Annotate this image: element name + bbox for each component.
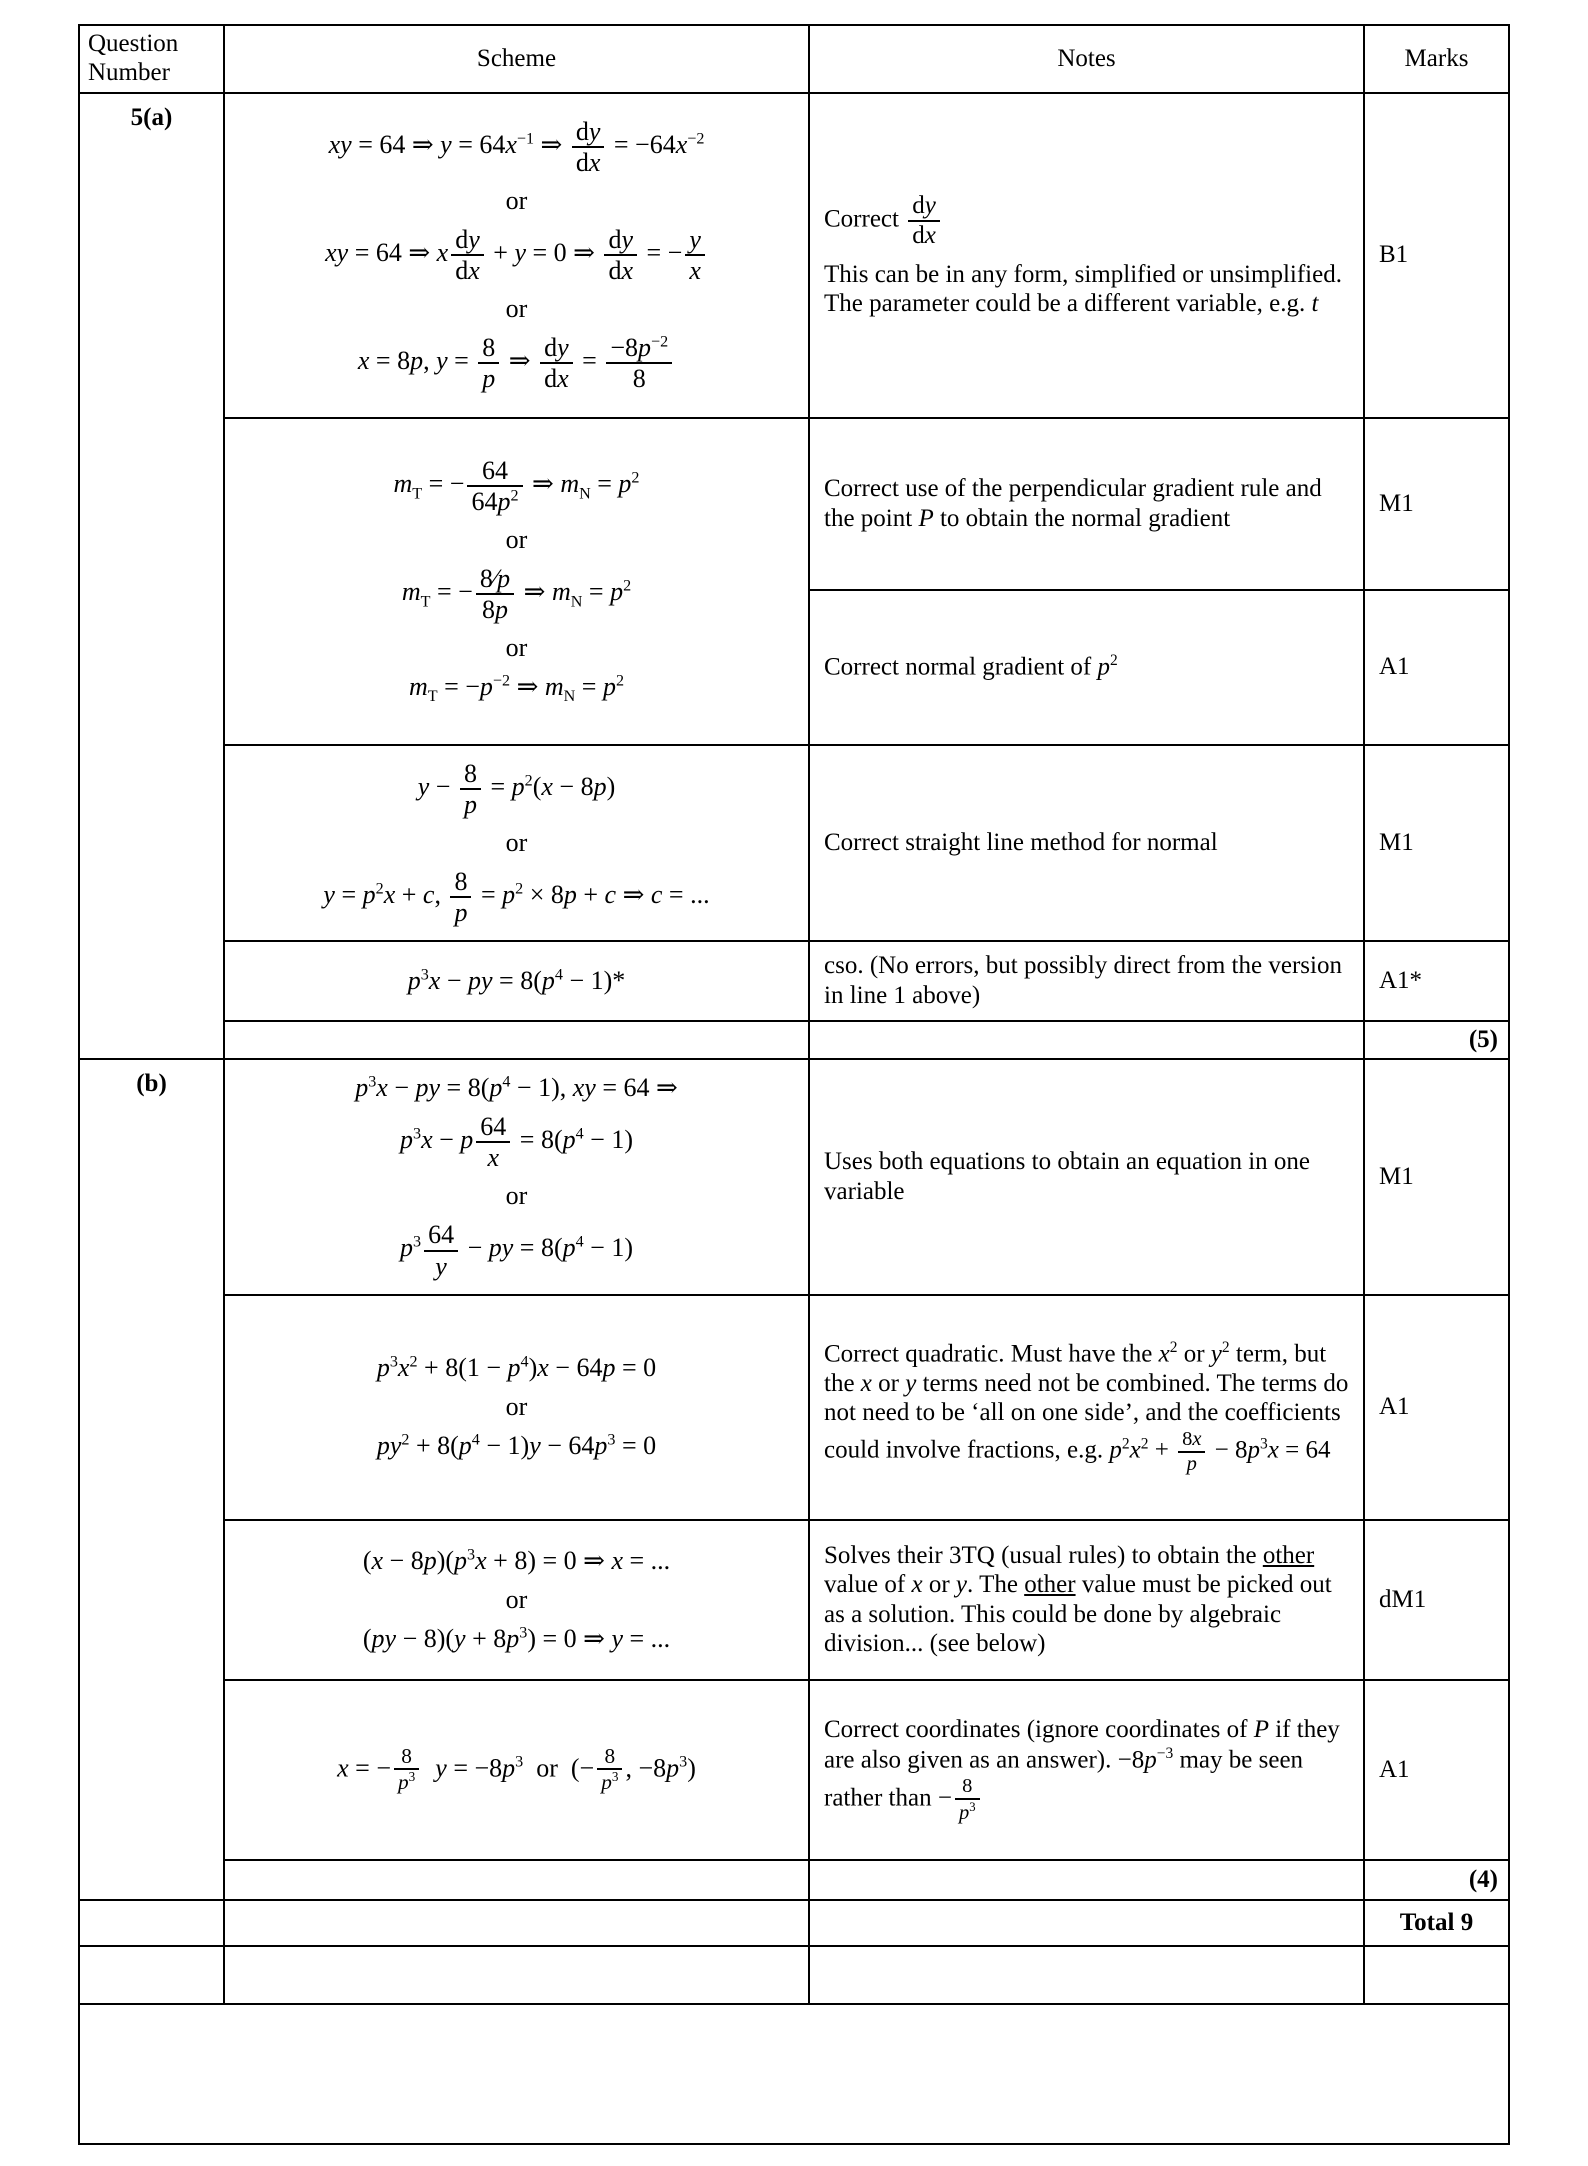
notes-5a-cso xyxy=(809,941,1364,1021)
note-text: Correct normal gradient of $p^2$ xyxy=(824,652,1118,681)
mark-5b-dm1: dM1 xyxy=(1364,1520,1509,1680)
row-empty xyxy=(79,1946,1509,2004)
or-separator: or xyxy=(505,827,528,857)
notes-5a-line-method xyxy=(809,745,1364,941)
empty-cell xyxy=(1364,1946,1509,2004)
math-line: $m_T$ = − $\frac{8⁄p}{8p}$ ⇒ $m_N = p^2$ xyxy=(401,563,632,625)
scheme-5b-coordinates xyxy=(224,1680,809,1860)
or-separator: or xyxy=(505,633,528,663)
row-5a-result xyxy=(79,941,1509,1021)
scheme-5a-normal-line xyxy=(224,745,809,941)
empty-cell xyxy=(224,1900,809,1946)
note-text: Correct coordinates (ignore coordinates of P if they are also given as an answer). $-8p^{-3}$ may be seen rather than − $\frac{8}{p^3}$ xyxy=(824,1716,1340,1824)
or-separator: or xyxy=(505,1181,528,1211)
subtotal-5b: (4) xyxy=(1364,1860,1509,1900)
header-row xyxy=(79,25,1509,93)
row-5a-gradient-m1 xyxy=(79,418,1509,590)
question-label-5b xyxy=(79,1059,224,1900)
notes-5b-coordinates xyxy=(809,1680,1364,1860)
scheme-5a-derivative xyxy=(224,93,809,418)
or-separator: or xyxy=(505,294,528,324)
row-5b-subtotal xyxy=(79,1860,1509,1900)
math-line: y − $\frac{8}{p}$ = $p^2(x - 8p)$ xyxy=(417,758,616,819)
header-notes: Notes xyxy=(809,25,1364,93)
filler-cell xyxy=(79,2004,1509,2144)
subtotal-5a: (5) xyxy=(1364,1021,1509,1059)
mark-5a-m1: M1 xyxy=(1364,418,1509,590)
note-text: Correct use of the perpendicular gradient rule and the point P to obtain the normal gradient xyxy=(824,475,1322,532)
question-label-5a xyxy=(79,93,224,1059)
mark-5a-b1: B1 xyxy=(1364,93,1509,418)
scheme-5b-quadratic xyxy=(224,1295,809,1520)
math-line: $(x - 8p)(p^3x + 8) = 0$ ⇒ x = ... xyxy=(362,1545,671,1575)
header-scheme: Scheme xyxy=(224,25,809,93)
or-separator: or xyxy=(505,524,528,554)
note-text: Correct quadratic. Must have the $x^2$ or $y^2$ term, but the x or y terms need not be combined. The terms do not need to be ‘all on one side’, and the coefficients could involve fractions, e.g. $p^2x^2$ + $\frac{8x}{p}$ − $8p^3x = 64$ xyxy=(824,1339,1349,1475)
header-marks: Marks xyxy=(1364,25,1509,93)
mark-5a-m1-line: M1 xyxy=(1364,745,1509,941)
row-5b-factorised xyxy=(79,1520,1509,1680)
notes-5b-quadratic xyxy=(809,1295,1364,1520)
header-question-number: Question Number xyxy=(79,25,224,93)
note-text: Solves their 3TQ (usual rules) to obtain the other value of x or y. The other value must be picked out as a solution. This could be done by algebraic division... (see below) xyxy=(824,1541,1332,1658)
empty-cell xyxy=(809,1021,1364,1059)
empty-cell xyxy=(79,1900,224,1946)
math-line: $m_T = -p^{-2}$ ⇒ $m_N = p^2$ xyxy=(408,672,625,706)
notes-5a-perpendicular-rule xyxy=(809,418,1364,590)
scheme-5a-result xyxy=(224,941,809,1021)
math-line: $y = p^2x + c$, $\frac{8}{p}$ = $p^2 \times 8p + c$ ⇒ c = ... xyxy=(323,866,710,927)
math-line: $p^3$ $\frac{64}{y}$ − py = $8(p^4 - 1)$ xyxy=(400,1220,633,1281)
mark-5b-m1: M1 xyxy=(1364,1059,1509,1295)
empty-cell xyxy=(224,1946,809,2004)
row-5b-substitution xyxy=(79,1059,1509,1295)
math-line: x = 8p, y = $\frac{8}{p}$ ⇒ $\frac{dy}{dx}$ = $\frac{-8p^{-2}}{8}$ xyxy=(235,333,798,393)
row-5a-subtotal xyxy=(79,1021,1509,1059)
mark-5b-a1-coords: A1 xyxy=(1364,1680,1509,1860)
math-line: $m_T$ = − $\frac{64}{64p^2}$ ⇒ $m_N = p^2$ xyxy=(393,455,640,516)
mark-5a-a1-star: A1* xyxy=(1364,941,1509,1021)
empty-cell xyxy=(809,1860,1364,1900)
note-text: Correct straight line method for normal xyxy=(824,828,1218,856)
notes-5a-derivative xyxy=(809,93,1364,418)
math-line: $(py - 8)(y + 8p^3) = 0$ ⇒ y = ... xyxy=(362,1623,671,1653)
note-text: Correct $\frac{dy}{dx}$ xyxy=(824,192,1349,250)
note-text: cso. (No errors, but possibly direct from the version in line 1 above) xyxy=(824,952,1342,1009)
math-line: xy = 64 ⇒ x $\frac{dy}{dx}$ + y = 0 ⇒ $\frac{dy}{dx}$ = − $\frac{y}{x}$ xyxy=(235,225,798,285)
empty-cell xyxy=(809,1946,1364,2004)
empty-cell xyxy=(79,1946,224,2004)
empty-cell xyxy=(224,1021,809,1059)
note-text: Uses both equations to obtain an equation in one variable xyxy=(824,1148,1311,1205)
empty-cell xyxy=(809,1900,1364,1946)
note-text: This can be in any form, simplified or unsimplified. The parameter could be a different variable, e.g. t xyxy=(824,260,1342,317)
total-marks: Total 9 xyxy=(1364,1900,1509,1946)
math-line: $p^3x$ − py = $8(p^4 - 1)*$ xyxy=(407,965,626,995)
row-5b-coordinates xyxy=(79,1680,1509,1860)
row-5b-quadratic xyxy=(79,1295,1509,1520)
mark-5b-a1-quadratic: A1 xyxy=(1364,1295,1509,1520)
math-line: $p^3x^2 + 8(1 - p^4)x - 64p = 0$ xyxy=(376,1353,657,1383)
row-total xyxy=(79,1900,1509,1946)
scheme-5b-substitution xyxy=(224,1059,809,1295)
scheme-5a-gradient xyxy=(224,418,809,745)
math-line: $p^3x$ − py = $8(p^4 - 1)$, xy = 64 ⇒ xyxy=(355,1073,678,1103)
notes-5b-solve-3tq xyxy=(809,1520,1364,1680)
row-5a-derivative xyxy=(79,93,1509,418)
math-line: xy = 64 ⇒ $y = 64x^{-1}$ ⇒ $\frac{dy}{dx}$ = $-64x^{-2}$ xyxy=(328,116,705,177)
mark-scheme-table xyxy=(78,24,1510,2145)
mark-5a-a1: A1 xyxy=(1364,590,1509,745)
question-number-text: (b) xyxy=(136,1069,167,1097)
question-number-text: 5(a) xyxy=(130,103,173,131)
or-separator: or xyxy=(505,1584,528,1614)
or-separator: or xyxy=(505,1392,528,1422)
notes-5a-normal-gradient xyxy=(809,590,1364,745)
math-line: $p^3x - p$ $\frac{64}{x}$ = $8(p^4 - 1)$ xyxy=(400,1112,633,1173)
empty-cell xyxy=(224,1860,809,1900)
scheme-5b-factorised xyxy=(224,1520,809,1680)
notes-5b-one-variable xyxy=(809,1059,1364,1295)
row-filler xyxy=(79,2004,1509,2144)
row-5a-normal-line xyxy=(79,745,1509,941)
math-line: x = − $\frac{8}{p^3}$ $y = -8p^3$ or (− $\frac{8}{p^3}$ , $-8p^3$) xyxy=(337,1743,696,1795)
or-separator: or xyxy=(505,185,528,215)
math-line: $py^2 + 8(p^4 - 1)y - 64p^3 = 0$ xyxy=(376,1431,657,1461)
